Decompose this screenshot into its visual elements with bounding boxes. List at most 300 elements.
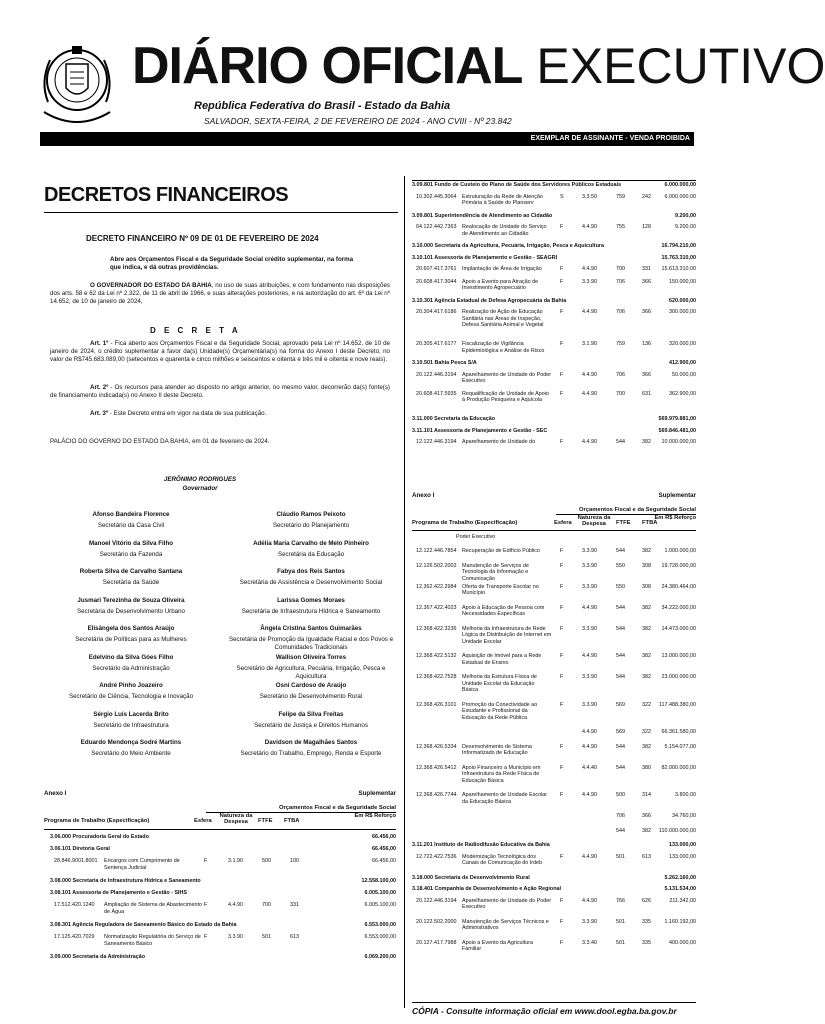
program-code: 12.122.446.7854 xyxy=(416,548,457,554)
program-code: 20.122.502.2000 xyxy=(416,918,457,925)
natureza-value: 4.4.90 xyxy=(582,390,597,397)
ftfe-value: 706 xyxy=(616,278,625,285)
program-code: 12.368.426.3101 xyxy=(416,701,457,708)
masthead-title: DIÁRIO OFICIAL EXECUTIVO xyxy=(132,37,825,95)
decree-palace: PALÁCIO DO GOVERNO DO ESTADO DA BAHIA, em 01 de fevereiro de 2024. xyxy=(50,438,270,445)
group-label: 3.10.301 Agência Estadual de Defesa Agropecuária da Bahia xyxy=(412,297,567,304)
reforco-value: 19.728.000,00 xyxy=(661,562,696,569)
program-description: Realização de Ação de Educação Sanitária nas Áreas de Inspeção, Defesa Sanitária Animal e Vegetal xyxy=(462,309,544,328)
signatory-role: Secretário da Fazenda xyxy=(99,550,163,558)
signatory-name: Davidson de Magalhães Santos xyxy=(264,739,358,746)
signatory-role: Secretária da Educação xyxy=(277,550,345,558)
signatory-role: Secretário de Desenvolvimento Rural xyxy=(259,693,363,700)
program-description: Requalificação de Unidade de Apoio à Produção Pesqueira e Aquícola xyxy=(462,390,549,403)
signatory-role: Secretário do Planejamento xyxy=(272,522,350,529)
decree-art2: Art. 2º - Os recursos para atender ao disposto no artigo anterior, no mesmo valor, decorrerão da(s) fonte(s) de financiamento indicada(s) no Anexo II deste Decreto. xyxy=(50,384,390,399)
ftba-value: 136 xyxy=(642,341,651,347)
ftfe-value: 550 xyxy=(616,583,625,590)
ftba-value: 322 xyxy=(642,701,651,708)
program-code: 12.368.426.5334 xyxy=(416,743,457,750)
group-label: 3.11.201 Instituto de Radiodifusão Educativa da Bahia xyxy=(412,842,550,848)
reforco-value: 133.000,00 xyxy=(669,853,696,860)
ftba-value: 331 xyxy=(290,902,299,908)
reforco-value: 362.900,00 xyxy=(669,390,696,397)
esfera-value: F xyxy=(560,224,564,230)
reforco-value: 6.553.000,00 xyxy=(364,934,396,940)
natureza-value: 3.3.50 xyxy=(582,193,597,200)
annex-label-right: Anexo I xyxy=(412,492,435,499)
ftba-value: 366 xyxy=(642,309,651,315)
natureza-value: 3.1.90 xyxy=(228,858,243,864)
signatory-role: Secretário do Meio Ambiente xyxy=(91,750,171,757)
ftba-value: 242 xyxy=(642,193,651,200)
ftfe-value: 501 xyxy=(616,939,625,946)
program-description: Apoio à Educação de Pessoa com Necessidades Específicas xyxy=(462,604,545,617)
natureza-value: 3.3.90 xyxy=(582,674,597,680)
col-esfera-left: Esfera xyxy=(194,818,212,824)
natureza-value: 4.4.90 xyxy=(582,743,597,750)
group-value: 66.456,00 xyxy=(372,834,396,840)
program-description: Implantação de Área de Irrigação xyxy=(462,266,542,272)
reforco-value: 211.342,00 xyxy=(669,897,696,904)
decree-art3: Art. 3º - Este Decreto entra em vigor na data de sua publicação. xyxy=(90,410,267,417)
natureza-value: 4.4.90 xyxy=(582,439,597,445)
group-value: 6.000.000,00 xyxy=(664,182,696,188)
ftba-value: 382 xyxy=(642,827,651,834)
ftfe-value: 544 xyxy=(616,548,625,554)
esfera-value: F xyxy=(560,701,564,708)
natureza-value: 4.4.90 xyxy=(228,902,243,908)
signatory-role: Secretária de Políticas para as Mulheres xyxy=(75,636,187,643)
signature-block xyxy=(226,597,396,616)
natureza-value: 3.3.90 xyxy=(582,625,597,632)
ftfe-value: 706 xyxy=(616,813,625,819)
esfera-value: F xyxy=(560,583,564,590)
group-value: 15.763.310,00 xyxy=(661,254,696,261)
signatory-name: Fabya dos Reis Santos xyxy=(277,568,345,575)
reforco-value: 13.000.000,00 xyxy=(661,653,696,659)
program-description: Desenvolvimento de Sistema Informatizado de Educação xyxy=(462,743,532,756)
program-description: Melhoria da Infraestrutura de Rede Lógica de Distribuição de Internet em Unidade Escolar xyxy=(462,625,552,645)
budget-header-right: Orçamentos Fiscal e da Seguridade Social xyxy=(579,507,696,513)
decree-preamble: O GOVERNADOR DO ESTADO DA BAHIA, no uso de suas atribuições, e com fundamento nas disposições dos arts. 58 e 62 da Lei nº 2.322, de 11 de abril de 1966, e suas alterações posteriores, e na autorização do art. 6º da Lei nº 14.652, de 10 de janeiro de 2024, xyxy=(50,282,390,305)
reforco-value: 66.361.580,00 xyxy=(661,729,696,735)
signatory-role: Secretária de Infraestrutura Hídrica e Saneamento xyxy=(241,607,381,615)
natureza-value: 4.4.90 xyxy=(582,224,597,230)
program-code: 12.122.446.3194 xyxy=(416,439,457,445)
ftfe-value: 501 xyxy=(262,934,271,940)
program-code: 10.302.445.3064 xyxy=(416,193,457,200)
table-header-rule-right xyxy=(412,530,696,531)
reforco-value: 9.200,00 xyxy=(675,224,696,230)
reforco-value: 23.000.000,00 xyxy=(661,674,696,680)
signatory-role: Secretário de Ciência, Tecnologia e Inovação xyxy=(68,693,194,700)
group-label: 3.06.000 Procuradoria Geral do Estado xyxy=(50,834,149,840)
group-value: 133.000,00 xyxy=(669,842,696,848)
ftba-value: 382 xyxy=(642,625,651,632)
reforco-value: 3.800,00 xyxy=(675,792,696,798)
program-description: Aparelhamento de Unidade do Poder Executivo xyxy=(462,897,552,910)
reforco-value: 110.000.000,00 xyxy=(658,827,696,834)
ftfe-value: 700 xyxy=(616,390,625,397)
ftfe-value: 544 xyxy=(616,743,625,750)
signatory-name: Eduardo Mendonça Sodré Martins xyxy=(80,739,182,746)
reforco-value: 6.005.100,00 xyxy=(364,902,396,908)
ftfe-value: 544 xyxy=(616,764,625,771)
group-label: 3.18.401 Companhia de Desenvolvimento e Ação Regional xyxy=(412,886,561,892)
reforco-value: 5.154.077,00 xyxy=(664,743,696,750)
esfera-value: F xyxy=(560,604,564,611)
esfera-value: F xyxy=(560,743,564,750)
ftba-value: 128 xyxy=(642,224,651,230)
esfera-value: F xyxy=(560,764,564,771)
reforco-value: 66.456,00 xyxy=(372,858,396,864)
group-label: 3.09.801 Superintendência de Atendimento ao Cidadão xyxy=(412,212,553,219)
group-value: 6.005.100,00 xyxy=(364,890,396,896)
group-label: 3.10.101 Assessoria de Planejamento e Gestão - SEAGRI xyxy=(412,254,558,261)
signatory-role: Secretário de Agricultura, Pecuária, Irrigação, Pesca e Aquicultura xyxy=(236,664,386,680)
program-code: 12.126.502.2002 xyxy=(416,562,457,569)
signatory-name: Larissa Gomes Moraes xyxy=(277,596,345,604)
program-description: Modernização Tecnológica dos Canais de Comunicação do Irdeb xyxy=(462,853,543,866)
group-value: 412.900,00 xyxy=(669,360,696,366)
signature-block xyxy=(226,540,396,559)
annex-type-left: Suplementar xyxy=(358,790,396,797)
signature-block xyxy=(46,540,216,559)
program-description: Aquisição de Imóvel para a Rede Estadual de Ensino xyxy=(462,653,542,666)
signature-block xyxy=(46,711,216,730)
ftba-value: 382 xyxy=(642,653,651,659)
program-description: Aparelhamento de Unidade do xyxy=(462,439,536,445)
esfera-value: S xyxy=(560,193,564,200)
esfera-value: F xyxy=(560,371,564,378)
col-nat-right: Natureza da Despesa xyxy=(577,515,611,527)
ftba-value: 631 xyxy=(642,390,651,397)
natureza-value: 3.3.40 xyxy=(582,939,597,946)
right-top-rule xyxy=(412,180,696,181)
ftfe-value: 500 xyxy=(616,792,625,798)
footer-copy-notice: CÓPIA - Consulte informação oficial em www.dool.egba.ba.gov.br xyxy=(412,1006,677,1016)
decree-ementa: Abre aos Orçamentos Fiscal e da Seguridade Social crédito suplementar, na forma que indica, e dá outras providências. xyxy=(110,256,354,271)
signature-block xyxy=(226,739,396,758)
signatory-role: Secretário de Justiça e Direitos Humanos xyxy=(254,721,368,729)
group-value: 5.262.160,00 xyxy=(664,874,696,881)
decree-title: DECRETO FINANCEIRO Nº 09 DE 01 DE FEVEREIRO DE 2024 xyxy=(86,234,319,243)
signature-block xyxy=(46,654,216,673)
program-code: 17.512.420.1240 xyxy=(54,902,95,908)
program-code: 20.607.417.3761 xyxy=(416,266,457,272)
signature-block xyxy=(226,711,396,730)
natureza-value: 4.4.90 xyxy=(582,853,597,860)
ftba-value: 322 xyxy=(642,729,651,735)
reforco-value: 1.160.192,00 xyxy=(664,918,696,925)
signature-block xyxy=(46,739,216,758)
esfera-value: F xyxy=(204,902,208,908)
group-label: 3.11.101 Assessoria de Planejamento e Gestão - SEC xyxy=(412,427,548,434)
natureza-value: 3.3.90 xyxy=(582,278,597,285)
group-value: 6.069.200,00 xyxy=(364,954,396,960)
esfera-value: F xyxy=(560,625,564,632)
subscriber-bar: EXEMPLAR DE ASSINANTE - VENDA PROIBIDA xyxy=(40,132,694,146)
natureza-value: 4.4.90 xyxy=(582,792,597,798)
reforco-value: 50.000,00 xyxy=(672,371,696,378)
signature-block xyxy=(46,682,216,701)
program-code: 20.304.417.6186 xyxy=(416,309,457,315)
ftfe-value: 544 xyxy=(616,653,625,659)
reforco-value: 14.473.000,00 xyxy=(661,625,696,632)
program-description: Apoio Financeiro a Município em Infraestrutura da Rede Física de Educação Básica xyxy=(462,764,541,784)
program-description: Fiscalização de Vigilância Epidemiológica e Análise de Risco xyxy=(462,341,545,354)
program-code: 12.368.422.3236 xyxy=(416,625,457,632)
program-description: Realocação de Unidade do Serviço de Atendimento ao Cidadão xyxy=(462,224,547,237)
signatory-name: Wallison Oliveira Torres xyxy=(275,653,347,661)
program-code: 12.368.422.5132 xyxy=(416,653,457,659)
ftba-value: 626 xyxy=(642,897,651,904)
group-label: 3.09.000 Secretaria da Administração xyxy=(50,954,146,960)
program-code: 20.127.417.7988 xyxy=(416,939,457,946)
natureza-value: 4.4.90 xyxy=(582,729,597,735)
section-title: DECRETOS FINANCEIROS xyxy=(44,184,289,206)
reforco-value: 34.222.000,00 xyxy=(661,604,696,611)
natureza-value: 3.3.90 xyxy=(582,548,597,554)
ftfe-value: 544 xyxy=(616,604,625,611)
natureza-value: 4.4.90 xyxy=(582,604,597,611)
program-code: 20.608.417.5935 xyxy=(416,390,457,397)
signature-block xyxy=(46,625,216,644)
natureza-value: 4.4.90 xyxy=(582,266,597,272)
reforco-value: 82.000.000,00 xyxy=(661,764,696,771)
reforco-value: 34.760,00 xyxy=(672,813,696,819)
ftfe-value: 544 xyxy=(616,625,625,632)
reforco-value: 117.488.380,00 xyxy=(658,701,696,708)
ftfe-value: 700 xyxy=(262,902,271,908)
signatory-name: Adélia Maria Carvalho de Melo Pinheiro xyxy=(253,539,369,547)
governor-name: JERÔNIMO RODRIGUES xyxy=(163,476,237,483)
masthead-dateline: SALVADOR, SEXTA-FEIRA, 2 DE FEVEREIRO DE 2024 - ANO CVIII - Nº 23.842 xyxy=(204,116,512,126)
reforco-value: 320.000,00 xyxy=(669,341,696,347)
footer-rule xyxy=(412,1002,696,1003)
group-value: 6.553.000,00 xyxy=(364,922,396,928)
ftfe-value: 759 xyxy=(616,193,625,200)
ftba-value: 613 xyxy=(642,853,651,860)
annex-label-left: Anexo I xyxy=(44,790,67,797)
natureza-value: 3.3.90 xyxy=(582,701,597,708)
program-description: Normatização Regulatória do Serviço de Saneamento Básico xyxy=(104,934,201,947)
col-program-right: Programa de Trabalho (Especificação) xyxy=(412,520,518,526)
group-value: 9.200,00 xyxy=(675,212,696,219)
decree-decreta: D E C R E T A xyxy=(150,326,241,335)
ftfe-value: 706 xyxy=(616,371,625,378)
signatory-name: Felipe da Silva Freitas xyxy=(278,710,344,718)
signatory-name: Osni Cardoso de Araújo xyxy=(275,682,347,689)
esfera-value: F xyxy=(204,858,208,864)
program-code: 28.846.9001.8001 xyxy=(54,858,98,864)
signatory-role: Secretária de Promoção da Igualdade Racial e dos Povos e Comunidades Tradicionais xyxy=(228,636,394,651)
ftfe-value: 500 xyxy=(262,858,271,864)
signature-block xyxy=(226,625,396,652)
natureza-value: 3.3.90 xyxy=(582,583,597,590)
bahia-coat-of-arms-seal xyxy=(36,42,118,128)
natureza-value: 4.4.90 xyxy=(582,897,597,904)
esfera-value: F xyxy=(560,897,564,904)
program-description: Apoio a Evento da Agricultura Familiar xyxy=(462,939,534,952)
ftfe-value: 501 xyxy=(616,853,625,860)
col-esfera-right: Esfera xyxy=(554,520,572,526)
program-code: 12.368.422.7528 xyxy=(416,674,457,680)
col-val-left: Em R$ Reforço xyxy=(354,813,396,819)
program-code: 20.122.446.3194 xyxy=(416,371,457,378)
esfera-value: F xyxy=(560,278,564,285)
esfera-value: F xyxy=(204,934,208,940)
natureza-value: 3.1.90 xyxy=(582,341,597,347)
table-header-rule-left xyxy=(44,829,396,830)
signatory-role: Secretário da Administração xyxy=(92,664,170,672)
ftfe-value: 569 xyxy=(616,701,625,708)
col-ftba-left: FTBA xyxy=(284,818,300,824)
esfera-value: F xyxy=(560,939,564,946)
program-code: 20.122.446.3194 xyxy=(416,897,457,904)
ftba-value: 382 xyxy=(642,743,651,750)
group-label: 3.08.101 Assessoria de Planejamento e Gestão - SIHS xyxy=(50,890,188,896)
group-label: 3.09.801 Fundo de Custeio do Plano de Saúde dos Servidores Públicos Estaduais xyxy=(412,182,622,188)
program-description: Oferta de Transporte Escolar no Município xyxy=(462,583,539,596)
group-label: 3.10.501 Bahia Pesca S/A xyxy=(412,360,477,366)
signatory-role: Secretário de Infraestrutura xyxy=(93,721,169,729)
col-ftba-right: FTBA xyxy=(642,520,658,526)
program-code: 20.305.417.6177 xyxy=(416,341,457,347)
signatory-name: Elisângela dos Santos Araújo xyxy=(87,625,175,632)
group-value: 12.558.100,00 xyxy=(361,878,396,884)
program-description: Recuperação de Edifício Público xyxy=(462,548,540,554)
esfera-value: F xyxy=(560,548,564,554)
ftba-value: 366 xyxy=(642,813,651,819)
group-value: 16.794.210,00 xyxy=(661,243,696,249)
ftfe-value: 755 xyxy=(616,224,625,230)
signatory-role: Secretária da Saúde xyxy=(102,579,160,586)
program-code: 04.122.442.7363 xyxy=(416,224,457,230)
signature-block xyxy=(226,511,396,530)
natureza-value: 3.3.90 xyxy=(582,562,597,569)
ftfe-value: 569 xyxy=(616,729,625,735)
ftfe-value: 544 xyxy=(616,674,625,680)
ftfe-value: 544 xyxy=(616,827,625,834)
natureza-value: 3.3.90 xyxy=(228,934,243,940)
program-description: Aparelhamento de Unidade do Poder Executivo xyxy=(462,371,552,384)
program-code: 12.368.426.7744 xyxy=(416,792,457,798)
natureza-value: 4.4.90 xyxy=(582,309,597,315)
signatory-role: Secretária de Desenvolvimento Urbano xyxy=(77,607,185,615)
col-val-right: Em R$ Reforço xyxy=(654,515,696,521)
group-label: 3.08.301 Agência Reguladora de Saneamento Básico do Estado da Bahia xyxy=(50,922,237,928)
esfera-value: F xyxy=(560,918,564,925)
ftfe-value: 706 xyxy=(616,309,625,315)
signatory-name: André Pinho Joazeiro xyxy=(99,682,163,689)
natureza-value: 4.4.90 xyxy=(582,653,597,659)
program-description: Melhoria da Estrutura Física de Unidade Escolar da Educação Básica xyxy=(462,674,537,693)
ftba-value: 100 xyxy=(290,858,299,864)
natureza-value: 4.4.40 xyxy=(582,764,597,771)
program-code: 17.125.420.7029 xyxy=(54,934,95,940)
ftba-value: 366 xyxy=(642,371,651,378)
governor-role: Governador xyxy=(182,485,218,492)
ftba-value: 331 xyxy=(642,266,651,272)
program-description: Aparelhamento de Unidade Escolar da Educação Básica xyxy=(462,792,548,805)
program-code: 20.608.417.3044 xyxy=(416,278,457,285)
program-description: Manutenção de Serviços Técnicos e Administrativos xyxy=(462,918,549,931)
group-value: 569.846.481,00 xyxy=(658,427,696,434)
section-title-rule xyxy=(44,212,398,213)
program-code: 12.368.426.5412 xyxy=(416,764,457,771)
natureza-value: 3.3.90 xyxy=(582,918,597,925)
program-code: 12.722.422.7536 xyxy=(416,853,457,860)
decree-art1: Art. 1º - Fica aberto aos Orçamentos Fiscal e da Seguridade Social, aprovado pela Lei nº 14.652, de 10 de janeiro de 2024, o crédito suplementar a favor da(s) Unidade(s) Orçamentária(s) na forma do Anexo I deste Decreto, no valor de R$745.683.089,00 (setecentos e quarenta e cinco milhões e seiscentos e oitenta e três mil e oitenta e nove reais). xyxy=(50,340,390,363)
signatory-name: Afonso Bandeira Florence xyxy=(92,511,170,518)
signatory-role: Secretária de Assistência e Desenvolvimento Social xyxy=(239,579,383,586)
reforco-value: 400.000,00 xyxy=(669,939,696,946)
signature-block xyxy=(226,654,396,681)
ftba-value: 314 xyxy=(642,792,651,798)
ftfe-value: 544 xyxy=(616,439,625,445)
ftba-value: 308 xyxy=(642,583,651,590)
esfera-value: F xyxy=(560,792,564,798)
annex-type-right: Suplementar xyxy=(658,492,696,499)
group-value: 5.131.534,00 xyxy=(664,886,696,892)
signatory-name: Roberta Silva de Carvalho Santana xyxy=(79,568,183,575)
signature-block xyxy=(226,682,396,701)
signatory-name: Ângela Cristina Santos Guimarães xyxy=(260,625,362,632)
program-description: Estruturação da Rede de Atenção Primária à Saúde do Planserv xyxy=(462,193,543,206)
ftfe-value: 700 xyxy=(616,266,625,272)
ftba-value: 382 xyxy=(642,439,651,445)
esfera-value: F xyxy=(560,341,564,347)
esfera-value: F xyxy=(560,439,564,445)
masthead-republic: República Federativa do Brasil - Estado da Bahia xyxy=(194,100,451,112)
natureza-value: 4.4.90 xyxy=(582,371,597,378)
esfera-value: F xyxy=(560,853,564,860)
reforco-value: 24.380.464,00 xyxy=(661,583,696,590)
poder-executivo-label: Poder Executivo xyxy=(456,534,496,540)
ftfe-value: 550 xyxy=(616,562,625,569)
reforco-value: 300.000,00 xyxy=(669,309,696,315)
signatory-name: Jusmari Terezinha de Souza Oliveira xyxy=(77,596,185,604)
group-value: 620.000,00 xyxy=(669,297,696,304)
esfera-value: F xyxy=(560,653,564,659)
ftfe-value: 766 xyxy=(616,897,625,904)
program-description: Promoção da Conectividade ao Estudante e Profissional da Educação da Rede Pública xyxy=(462,701,538,721)
reforco-value: 150.000,00 xyxy=(669,278,696,285)
ftba-value: 382 xyxy=(642,604,651,611)
group-label: 3.11.000 Secretaria da Educação xyxy=(412,416,496,422)
ftba-value: 308 xyxy=(642,562,651,569)
col-ftfe-right: FTFE xyxy=(616,520,631,526)
group-label: 3.10.000 Secretaria da Agricultura, Pecuária, Irrigação, Pesca e Aquicultura xyxy=(412,243,604,249)
signatory-name: Cláudio Ramos Peixoto xyxy=(276,511,346,518)
signature-block xyxy=(46,511,216,530)
ftba-value: 382 xyxy=(642,548,651,554)
reforco-value: 10.000.000,00 xyxy=(661,439,696,445)
column-divider xyxy=(404,176,405,1008)
ftfe-value: 501 xyxy=(616,918,625,925)
esfera-value: F xyxy=(560,266,564,272)
ftba-value: 380 xyxy=(642,764,651,771)
esfera-value: F xyxy=(560,562,564,569)
esfera-value: F xyxy=(560,674,564,680)
signatory-name: Manoel Vitório da Silva Filho xyxy=(88,539,174,547)
group-label: 3.06.101 Diretoria Geral xyxy=(50,846,110,852)
ftba-value: 366 xyxy=(642,278,651,285)
ftba-value: 335 xyxy=(642,939,651,946)
ftba-value: 382 xyxy=(642,674,651,680)
